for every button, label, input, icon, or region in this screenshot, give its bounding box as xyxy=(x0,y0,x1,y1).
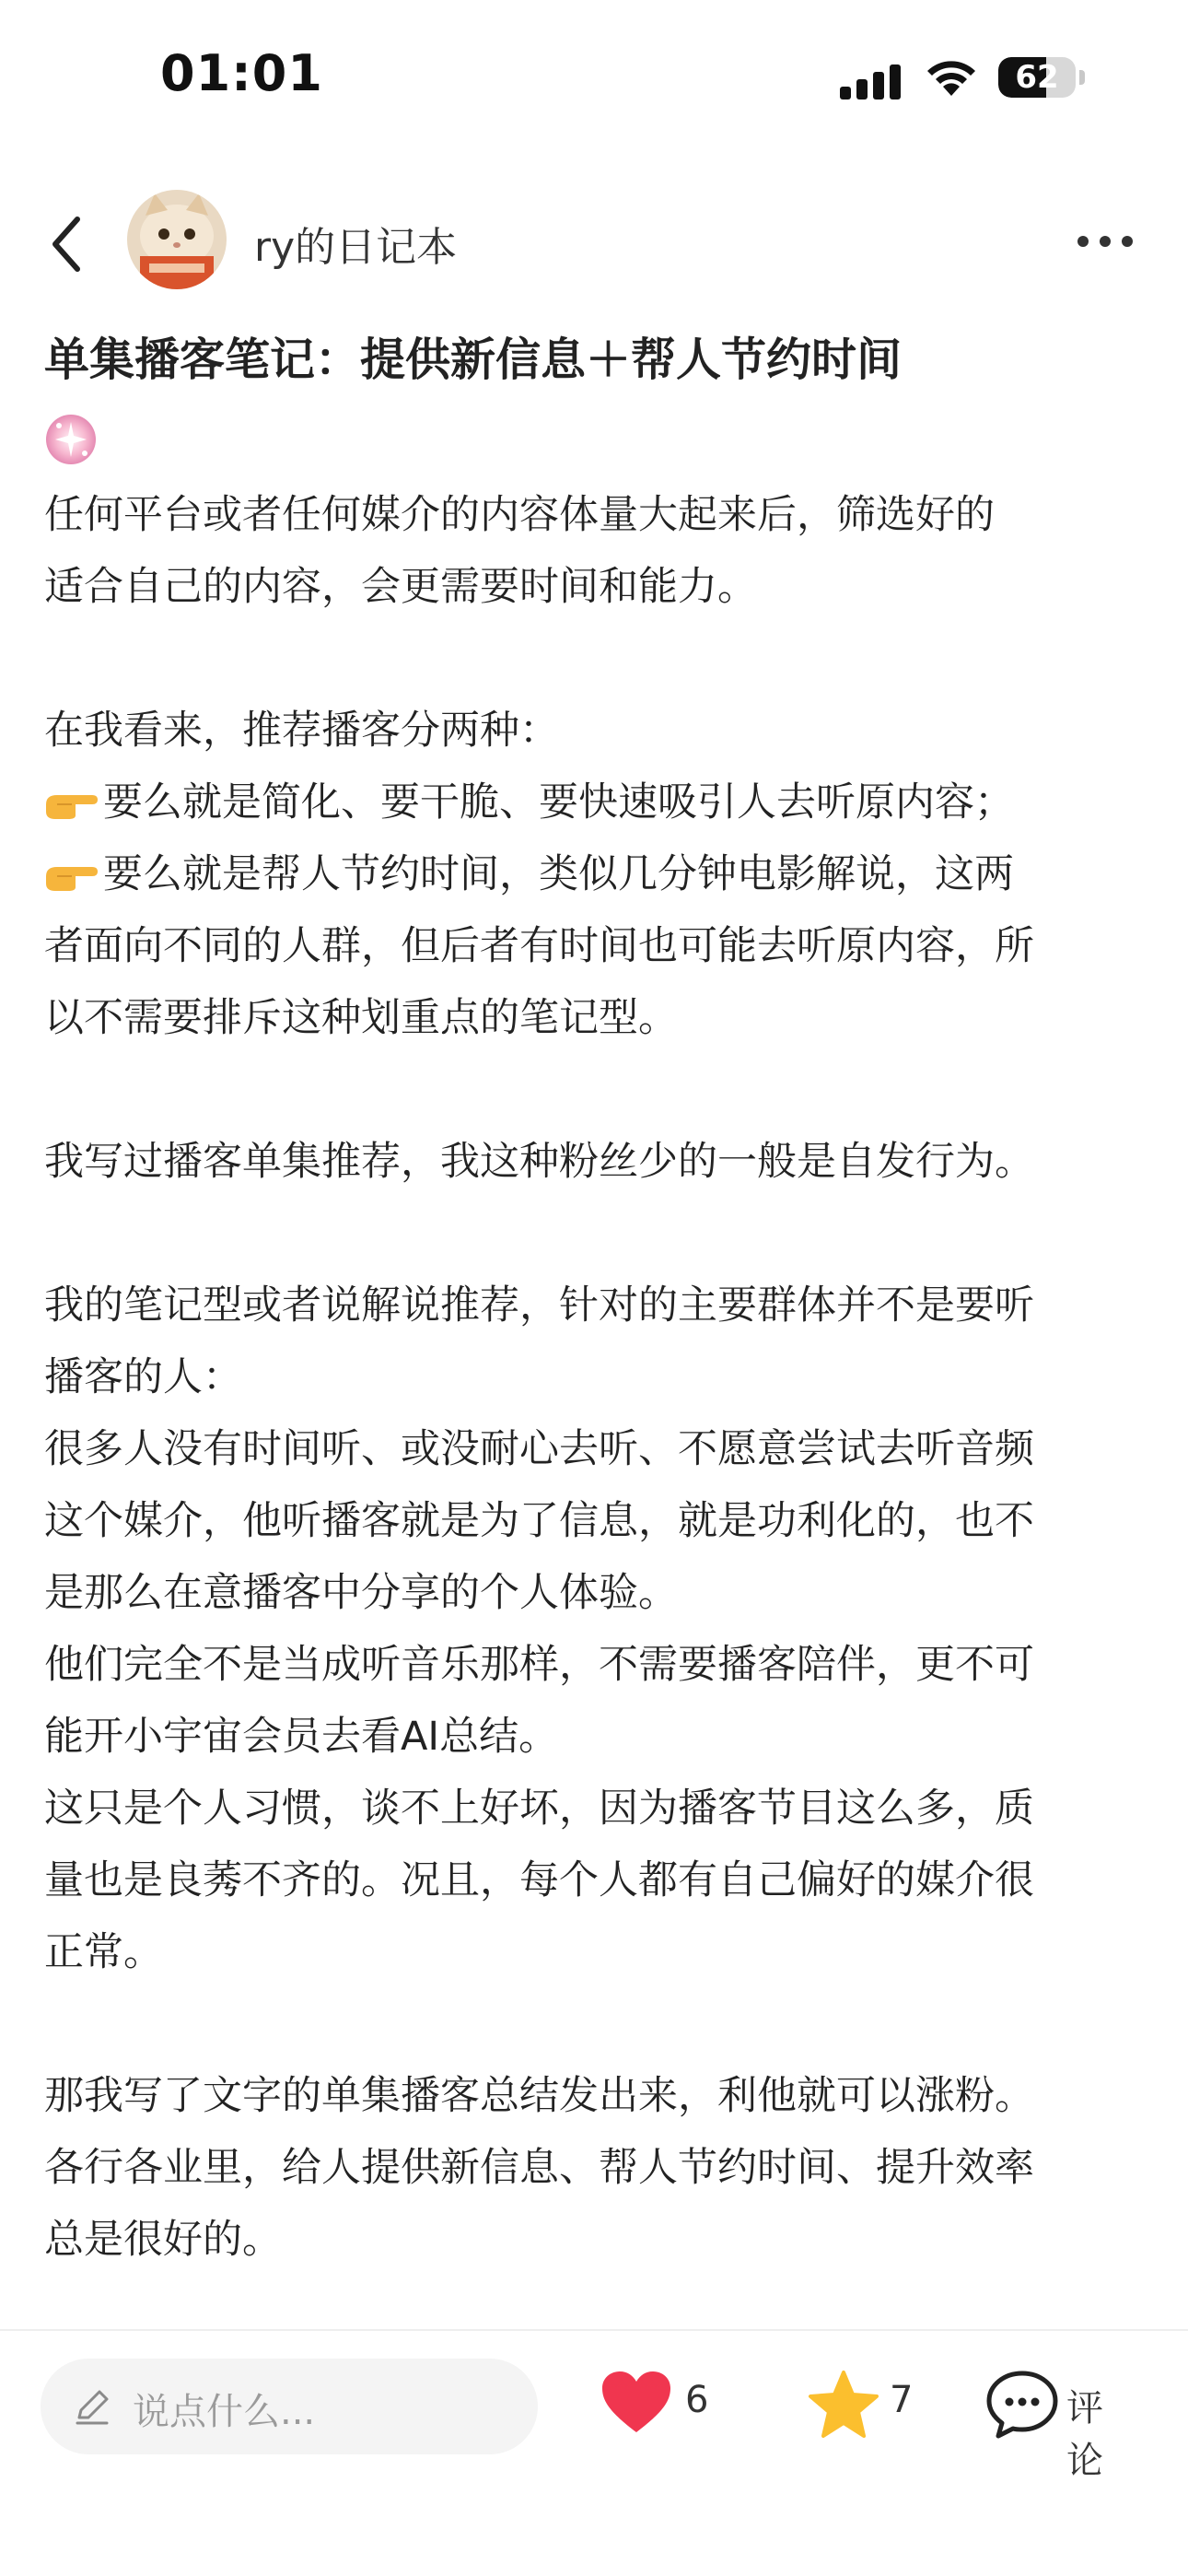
battery-percent: 62 xyxy=(1015,59,1059,96)
body-line: 要么就是帮人节约时间，类似几分钟电影解说，这两 xyxy=(103,851,1014,897)
pointing-finger-icon xyxy=(44,851,103,897)
comment-bubble-icon xyxy=(985,2370,1059,2440)
body-line: 以不需要排斥这种划重点的笔记型。 xyxy=(44,995,678,1041)
heart-icon xyxy=(600,2370,672,2436)
post-header xyxy=(0,184,1188,304)
status-time: 01:01 xyxy=(160,44,323,102)
more-button[interactable] xyxy=(1076,232,1135,251)
author-name[interactable]: ry的日记本 xyxy=(254,224,458,271)
body-line: 我写过播客单集推荐，我这种粉丝少的一般是自发行为。 xyxy=(44,1139,1034,1185)
body-line: 任何平台或者任何媒介的内容体量大起来后，筛选好的 xyxy=(44,492,995,538)
cat-avatar-image xyxy=(127,190,227,289)
wifi-icon xyxy=(923,55,980,101)
body-line: 这个媒介，他听播客就是为了信息，就是功利化的，也不 xyxy=(44,1498,1034,1544)
body-line: 是那么在意播客中分享的个人体验。 xyxy=(44,1570,678,1616)
body-line: 要么就是简化、要干脆、要快速吸引人去听原内容； xyxy=(103,779,1014,825)
body-line: 者面向不同的人群，但后者有时间也可能去听原内容，所 xyxy=(44,923,1034,969)
body-line: 各行各业里，给人提供新信息、帮人节约时间、提升效率 xyxy=(44,2145,1034,2191)
comment-label: 评论 xyxy=(1066,2387,1103,2482)
chevron-left-icon xyxy=(44,212,90,276)
pointing-finger-icon xyxy=(44,779,103,825)
body-line: 量也是良莠不齐的。况且，每个人都有自己偏好的媒介很 xyxy=(44,1857,1034,1903)
body-line: 播客的人： xyxy=(44,1354,242,1400)
post-body xyxy=(44,479,1149,2276)
body-line: 很多人没有时间听、或没耐心去听、不愿意尝试去听音频 xyxy=(44,1426,1034,1472)
bottom-divider xyxy=(0,2329,1188,2331)
battery-indicator xyxy=(998,57,1083,98)
body-line: 适合自己的内容，会更需要时间和能力。 xyxy=(44,564,757,610)
body-line-bullet xyxy=(44,767,1149,838)
body-line: 他们完全不是当成听音乐那样，不需要播客陪伴，更不可 xyxy=(44,1642,1034,1688)
body-line: 那我写了文字的单集播客总结发出来，利他就可以涨粉。 xyxy=(44,2073,1034,2119)
collect-button[interactable] xyxy=(807,2370,914,2443)
more-dots-icon xyxy=(1076,232,1135,251)
star-icon xyxy=(807,2370,880,2440)
like-count: 6 xyxy=(685,2379,709,2421)
comment-button[interactable] xyxy=(985,2370,1103,2482)
comment-input[interactable] xyxy=(41,2359,538,2454)
post-title: 单集播客笔记：提供新信息＋帮人节约时间 xyxy=(44,334,903,386)
status-bar xyxy=(0,0,1188,157)
body-line: 我的笔记型或者说解说推荐，针对的主要群体并不是要听 xyxy=(44,1282,1034,1329)
body-line: 这只是个人习惯，谈不上好坏，因为播客节目这么多，质 xyxy=(44,1786,1034,1832)
comment-placeholder: 说点什么... xyxy=(133,2391,316,2433)
body-line-bullet xyxy=(44,838,1149,910)
body-line: 在我看来，推荐播客分两种： xyxy=(44,708,559,754)
body-line: 能开小宇宙会员去看AI总结。 xyxy=(44,1714,559,1760)
sparkle-emoji-icon xyxy=(44,413,98,470)
signal-icon xyxy=(840,63,904,105)
body-line: 总是很好的。 xyxy=(44,2217,282,2263)
star-count: 7 xyxy=(890,2379,914,2421)
like-button[interactable] xyxy=(600,2370,709,2443)
back-button[interactable] xyxy=(44,212,90,276)
author-avatar[interactable] xyxy=(127,190,227,289)
body-line: 正常。 xyxy=(44,1929,163,1975)
pencil-icon xyxy=(70,2384,114,2432)
